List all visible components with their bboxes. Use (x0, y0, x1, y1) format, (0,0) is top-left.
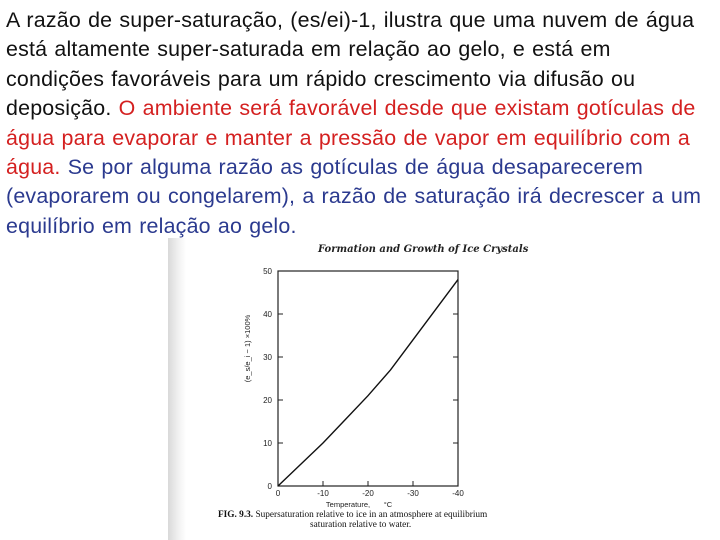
paragraph-red-text: O ambiente será favorável desde que existam gotículas de água para evaporar e manter a pressão de vapor em equilíbrio com a água. (6, 96, 696, 180)
y-tick-label: 10 (263, 439, 272, 448)
y-tick-label: 50 (263, 267, 272, 276)
x-tick-label: -20 (362, 489, 374, 498)
y-tick-label: 0 (267, 482, 272, 491)
x-tick-label: -40 (452, 489, 464, 498)
caption-line-2: saturation relative to water. (310, 520, 412, 530)
y-tick-label: 30 (263, 353, 272, 362)
scanned-figure (168, 238, 553, 540)
figure-caption (218, 510, 548, 530)
x-tick-label: -10 (317, 489, 329, 498)
plot-frame (278, 271, 458, 486)
paragraph-black-text: A razão de super-saturação, (es/ei)-1, ilustra que uma nuvem de água está altamente super-saturada em relação ao gelo, e está em condições favoráveis para um rápido crescimento via difusão ou deposição. (6, 8, 695, 121)
scan-heading: Formation and Growth of Ice Crystals (318, 244, 529, 255)
paragraph-blue-text: Se por alguma razão as gotículas de água desaparecerem (evaporarem ou congelarem), a razão de saturação irá decrescer a um equilíbrio em relação ao gelo. (6, 155, 702, 238)
x-axis-label: Temperature, (325, 500, 371, 509)
supersaturation-chart (168, 238, 553, 510)
x-axis-unit: °C (383, 500, 393, 509)
series-line (278, 280, 458, 486)
caption-figure-number: FIG. 9.3. (218, 510, 254, 520)
y-tick-label: 40 (263, 310, 272, 319)
y-axis-label: (e_s/e_i − 1) ×100% (243, 314, 252, 383)
x-tick-label: 0 (275, 489, 281, 498)
x-tick-label: -30 (407, 489, 419, 498)
y-tick-label: 20 (263, 396, 272, 405)
caption-line-1: Supersaturation relative to ice in an atmosphere at equilibrium (255, 510, 488, 520)
main-paragraph (6, 6, 712, 241)
